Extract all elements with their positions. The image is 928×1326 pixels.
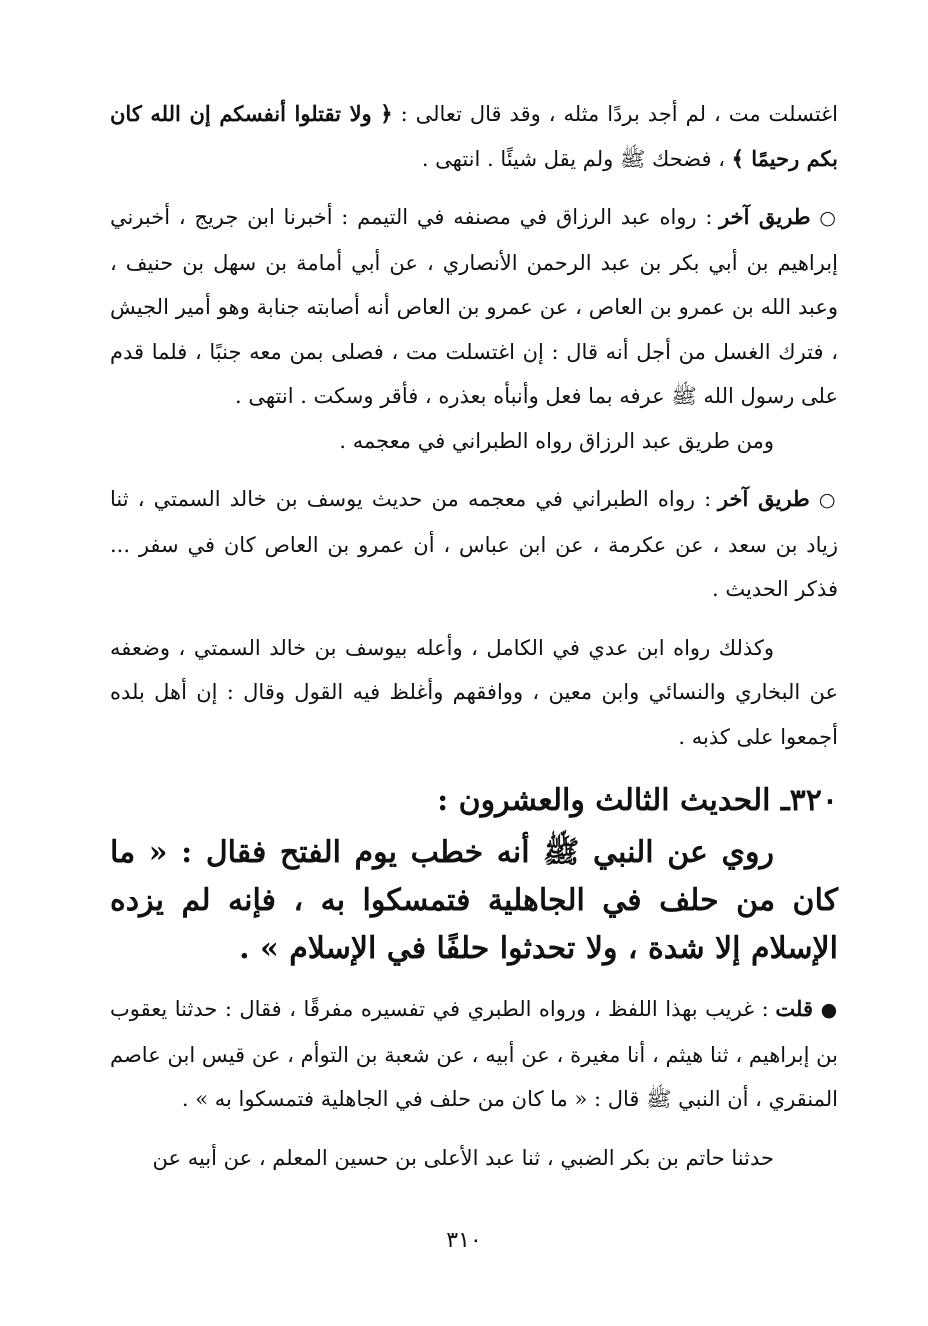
paragraph-quran-quote xyxy=(110,92,838,181)
paragraph-commentary xyxy=(110,987,838,1122)
route-label: طريق آخر xyxy=(717,486,810,511)
paragraph-another-route-1 xyxy=(110,195,838,419)
paragraph-ibn-adi: وكذلك رواه ابن عدي في الكامل ، وأعله بيوسف بن خالد السمتي ، وضعفه عن البخاري والنسائي وابن معين ، ووافقهم وأغلظ فيه القول وقال : إن أهل بلده أجمعوا على كذبه . xyxy=(110,635,838,749)
paragraph-text: : رواه عبد الرزاق في مصنفه في التيمم : أخبرنا ابن جريج ، أخبرني إبراهيم بن أبي بكر بن عبد الرحمن الأنصاري ، عن أبي أمامة بن سهل بن حنيف ، وعبد الله بن عمرو بن العاص ، عن عمرو بن العاص أنه أصابته جنابة وهو أمير الجيش ، فترك الغسل من أجل أنه قال : إن اغتسلت مت ، فصلى بمن معه جنبًا ، فلما قدم على رسول الله ﷺ عرفه بما فعل وأنبأه بعذره ، فأقر وسكت . انتهى . xyxy=(110,205,838,408)
paragraph-chain: حدثنا حاتم بن بكر الضبي ، ثنا عبد الأعلى بن حسين المعلم ، عن أبيه عن xyxy=(152,1145,774,1170)
page-number: ٣١٠ xyxy=(446,1228,482,1253)
circle-bullet-icon: ○ xyxy=(819,207,838,229)
section-heading: ٣٢٠ـ الحديث الثالث والعشرون : xyxy=(437,783,838,818)
filled-bullet-icon: ● xyxy=(820,999,838,1021)
circle-bullet-icon: ○ xyxy=(818,489,838,511)
paragraph-text: اغتسلت مت ، لم أجد بردًا مثله ، وقد قال تعالى : xyxy=(392,102,838,126)
quran-verse: ﴿ ولا تقتلوا أنفسكم إن الله كان بكم رحيمًا ﴾ xyxy=(110,101,838,171)
paragraph-text: : رواه الطبراني في معجمه من حديث يوسف بن خالد السمتي ، ثنا زياد بن سعد ، عن عكرمة ، عن ابن عباس ، أن عمرو بن العاص كان في سفر ... فذكر الحديث . xyxy=(110,487,838,601)
commentary-label: قلت xyxy=(775,996,814,1021)
route-label: طريق آخر xyxy=(719,204,811,229)
paragraph-text: ، فضحك ﷺ ولم يقل شيئًا . انتهى . xyxy=(421,146,732,171)
paragraph-text: : غريب بهذا اللفظ ، ورواه الطبري في تفسيره مفرقًا ، فقال : حدثنا يعقوب بن إبراهيم ، ثنا هيثم ، أنا مغيرة ، عن أبيه ، عن شعبة بن التوأم ، عن قيس ابن عاصم المنقري ، أن النبي ﷺ قال : « ما كان من حلف في الجاهلية فتمسكوا به » . xyxy=(110,997,838,1111)
paragraph-another-route-2 xyxy=(110,477,838,612)
paragraph-tabarani: ومن طريق عبد الرزاق رواه الطبراني في معجمه . xyxy=(339,428,774,453)
hadith-text: روي عن النبي ﷺ أنه خطب يوم الفتح فقال : « ما كان من حلف في الجاهلية فتمسكوا به ، فإنه لم يزده الإسلام إلا شدة ، ولا تحدثوا حلفًا في الإسلام » . xyxy=(110,835,838,966)
text-body xyxy=(110,92,838,1180)
